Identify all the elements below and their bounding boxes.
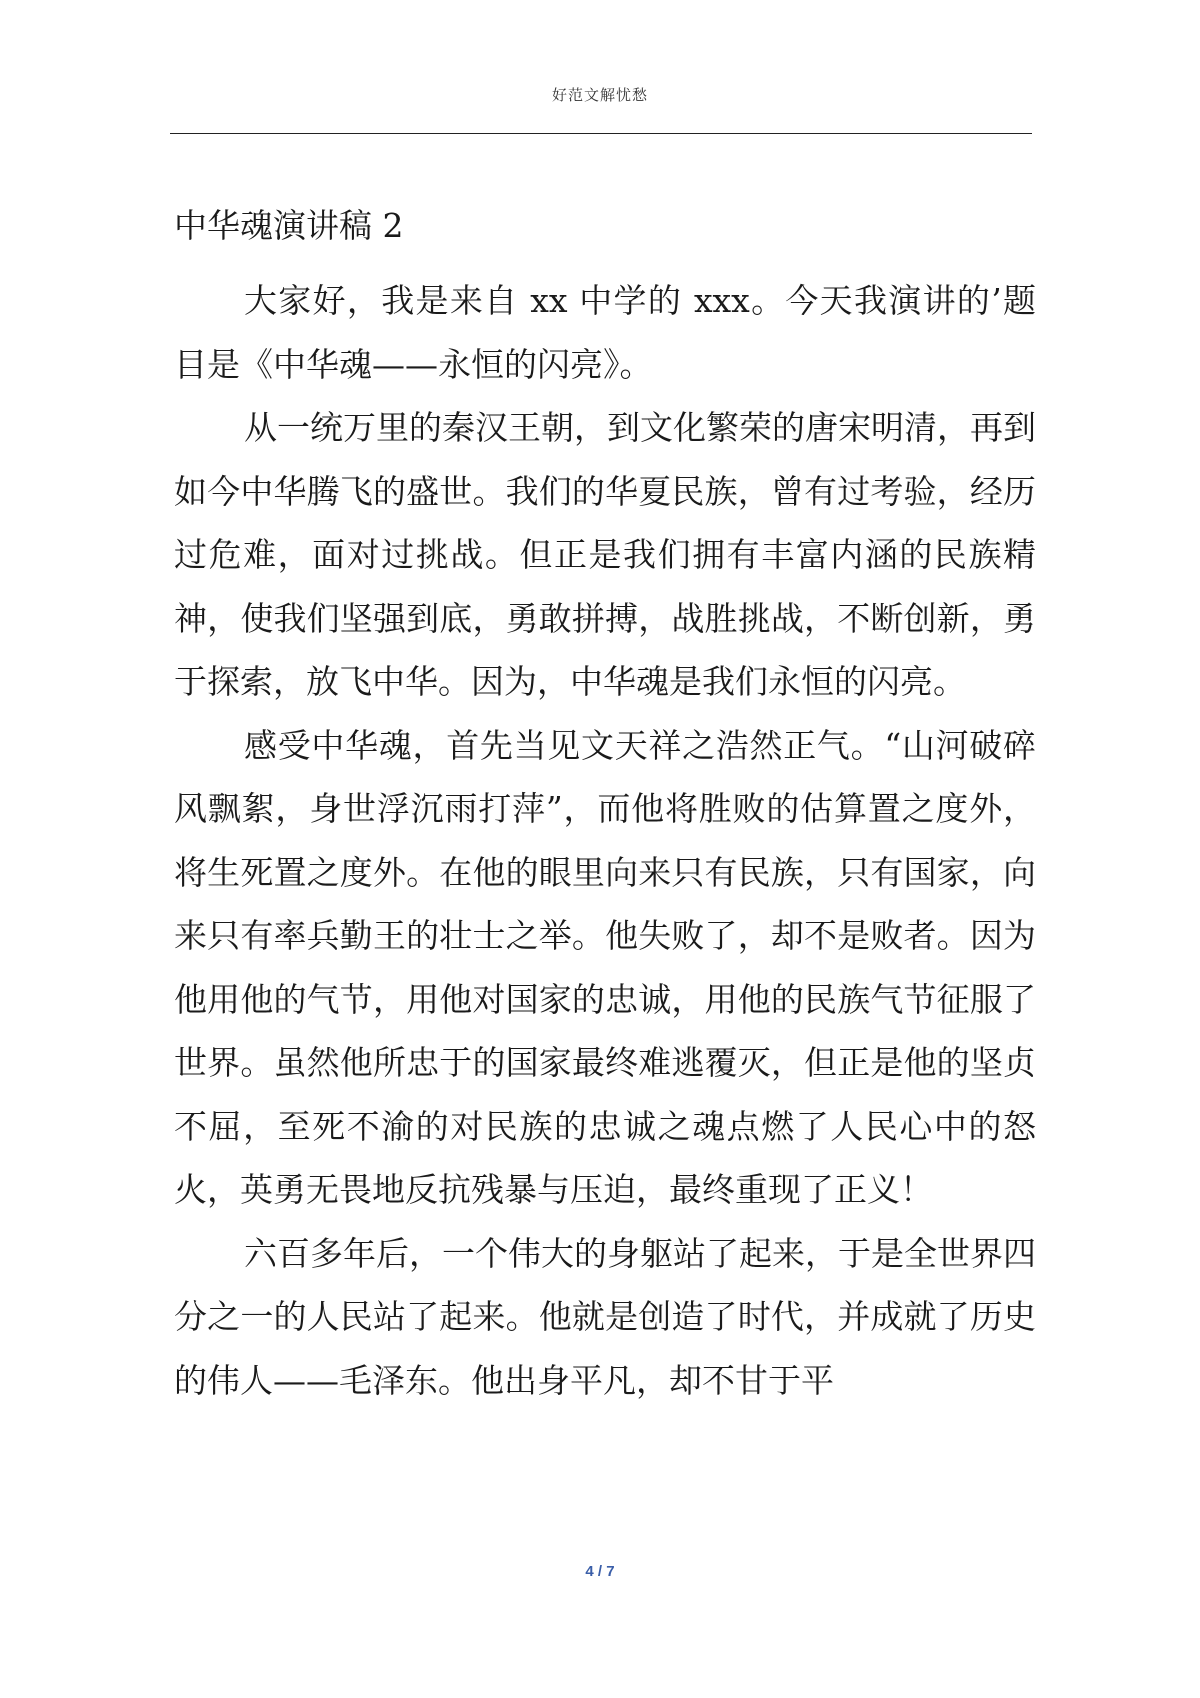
document-body xyxy=(174,205,1036,1412)
paragraph-mao-zedong: 六百多年后，一个伟大的身躯站了起来，于是全世界四分之一的人民站了起来。他就是创造了时代，并成就了历史的伟人——毛泽东。他出身平凡，却不甘于平 xyxy=(174,1233,1036,1400)
page-number: 4 / 7 xyxy=(585,1563,615,1580)
page-header: 好范文解忧愁 xyxy=(551,86,648,104)
paragraph-wen-tianxiang: 感受中华魂，首先当见文天祥之浩然正气。“山河破碎风飘絮，身世浮沉雨打萍”，而他将胜败的估算置之度外，将生死置之度外。在他的眼里向来只有民族，只有国家，向来只有率兵勤王的壮士之举。他失败了，却不是败者。因为他用他的气节，用他对国家的忠诚，用他的民族气节征服了世界。虽然他所忠于的国家最终难逃覆灭，但正是他的坚贞不屈，至死不渝的对民族的忠诚之魂点燃了人民心中的怒火，英勇无畏地反抗残暴与压迫，最终重现了正义！ xyxy=(174,725,1036,1209)
paragraph-greeting: 大家好，我是来自 xx 中学的 xxx。今天我演讲的’题目是《中华魂——永恒的闪亮》。 xyxy=(174,281,1036,384)
header-divider xyxy=(170,133,1032,134)
document-title: 中华魂演讲稿 2 xyxy=(174,206,404,245)
paragraph-history: 从一统万里的秦汉王朝，到文化繁荣的唐宋明清，再到如今中华腾飞的盛世。我们的华夏民族，曾有过考验，经历过危难，面对过挑战。但正是我们拥有丰富内涵的民族精神，使我们坚强到底，勇敢拼搏，战胜挑战，不断创新，勇于探索，放飞中华。因为，中华魂是我们永恒的闪亮。 xyxy=(174,408,1036,701)
